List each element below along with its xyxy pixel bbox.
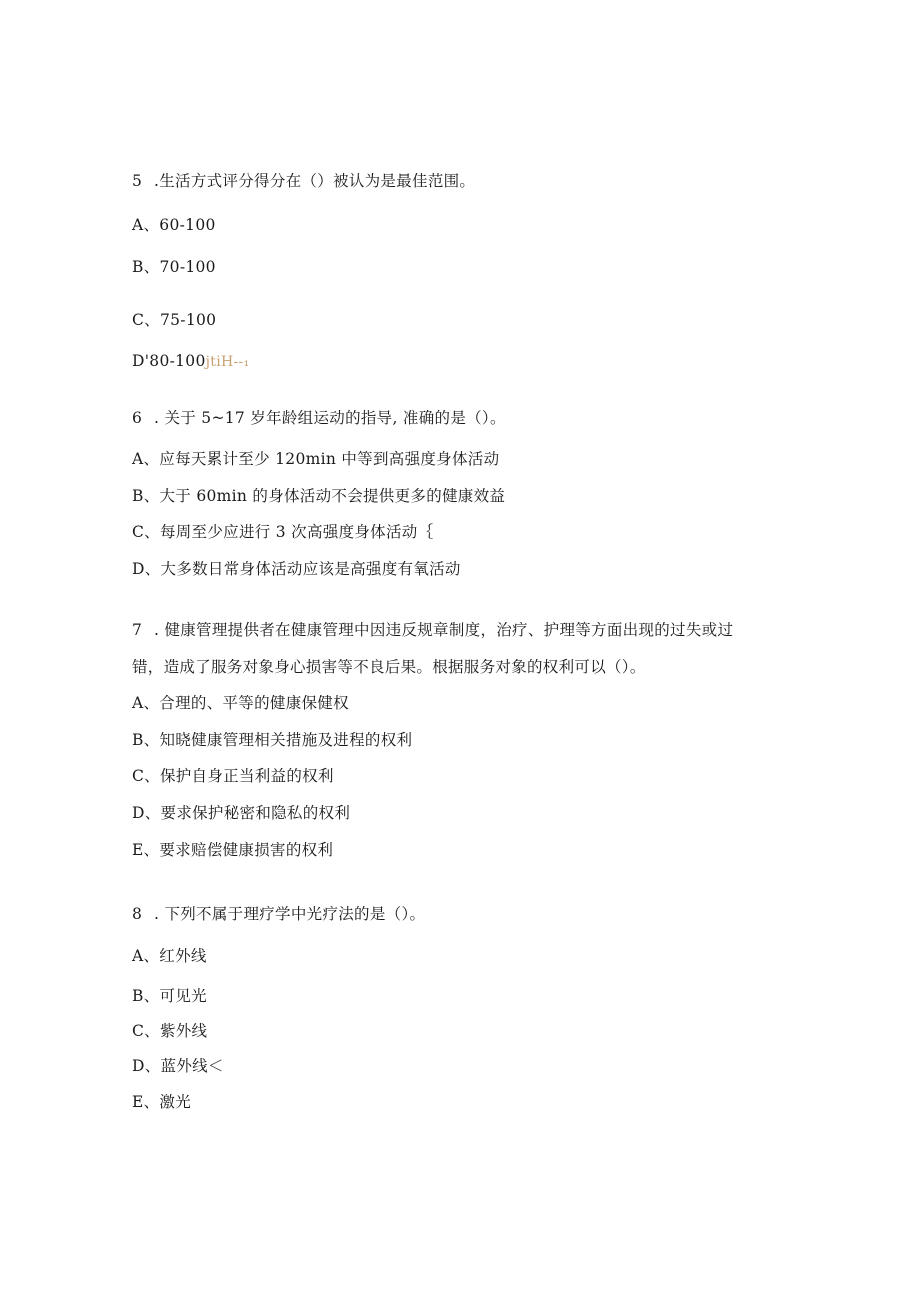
question-8-option-d: D、蓝外线＜ — [132, 1057, 224, 1075]
question-number: 8 — [132, 905, 143, 923]
question-5-option-d — [132, 351, 249, 372]
question-8-option-e: E、激光 — [132, 1093, 192, 1111]
question-text: . 关于 5~17 岁年龄组运动的指导, 准确的是（）。 — [154, 409, 506, 427]
question-7-option-b: B、知晓健康管理相关措施及进程的权利 — [132, 731, 413, 749]
option-d-text: D'80-100 — [132, 352, 206, 370]
question-7-option-c: C、保护自身正当利益的权利 — [132, 767, 334, 785]
question-8-option-c: C、紫外线 — [132, 1022, 208, 1040]
question-text: . 下列不属于理疗学中光疗法的是（）。 — [154, 905, 426, 923]
question-text: .生活方式评分得分在（）被认为是最佳范围。 — [154, 172, 476, 190]
question-8-stem — [132, 904, 425, 924]
question-7-option-d: D、要求保护秘密和隐私的权利 — [132, 804, 351, 822]
question-7-option-a: A、合理的、平等的健康保健权 — [132, 694, 349, 712]
scan-artifact-text: jtiH--₁ — [205, 354, 250, 370]
question-number: 7 — [132, 621, 143, 639]
question-6-option-b: B、大于 60min 的身体活动不会提供更多的健康效益 — [132, 487, 506, 505]
question-7-stem-continued: 错，造成了服务对象身心损害等不良后果。根据服务对象的权利可以（）。 — [132, 658, 646, 676]
question-6-stem — [132, 408, 506, 428]
question-text: . 健康管理提供者在健康管理中因违反规章制度，治疗、护理等方面出现的过失或过 — [154, 621, 734, 639]
question-8-option-a: A、红外线 — [132, 947, 207, 965]
question-7-option-e: E、要求赔偿健康损害的权利 — [132, 841, 334, 859]
question-8-option-b: B、可见光 — [132, 987, 207, 1005]
question-5-stem — [132, 171, 475, 191]
question-6-option-d: D、大多数日常身体活动应该是高强度有氧活动 — [132, 560, 461, 578]
question-5-option-a: A、60-100 — [132, 216, 216, 234]
question-number: 6 — [132, 409, 143, 427]
question-number: 5 — [132, 172, 143, 190]
question-5-option-b: B、70-100 — [132, 258, 216, 276]
question-7-stem — [132, 620, 733, 640]
question-6-option-c: C、每周至少应进行 3 次高强度身体活动｛ — [132, 523, 434, 541]
question-5-option-c: C、75-100 — [132, 311, 217, 329]
question-6-option-a: A、应每天累计至少 120min 中等到高强度身体活动 — [132, 450, 500, 468]
